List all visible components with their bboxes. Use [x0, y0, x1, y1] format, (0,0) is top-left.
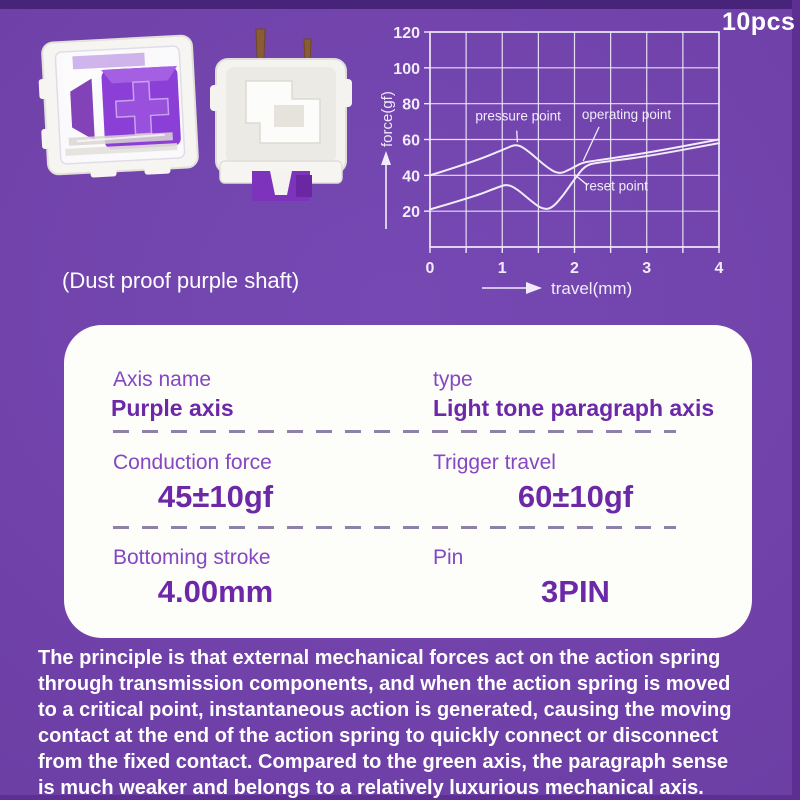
annotation-label: reset point	[584, 178, 648, 194]
x-axis-arrow-head	[526, 282, 542, 294]
description-line: contact at the end of the action spring to quickly connect or disconnect	[38, 725, 719, 747]
bottom-stem-shadow	[296, 175, 312, 197]
x-axis-label: travel(mm)	[551, 279, 633, 298]
y-axis-label: force(gf)	[379, 91, 396, 147]
description-line: through transmission components, and when the action spring is moved	[38, 673, 731, 695]
annotation-leader	[517, 131, 518, 143]
product-caption: (Dust proof purple shaft)	[62, 268, 300, 293]
base-inner-pocket	[274, 105, 304, 127]
housing-tab	[90, 167, 116, 177]
description-line: is much weaker and belongs to a relatively luxurious mechanical axis.	[38, 777, 704, 799]
y-axis-arrow-head	[381, 151, 391, 165]
y-tick-label: 40	[402, 168, 420, 186]
annotation-label: operating point	[581, 106, 672, 122]
spec-value-axis-name: Purple axis	[111, 395, 234, 421]
spec-label-axis-name: Axis name	[113, 368, 212, 391]
housing-tab	[210, 85, 222, 111]
spec-value-type: Light tone paragraph axis	[433, 395, 715, 421]
x-tick-label: 1	[497, 260, 507, 277]
spec-card	[64, 325, 752, 638]
y-tick-label: 60	[402, 132, 420, 150]
x-tick-label: 4	[714, 260, 724, 277]
spec-value-trigger-travel: 60±10gf	[517, 479, 634, 514]
spec-label-bottoming-stroke: Bottoming stroke	[113, 546, 271, 569]
spec-value-bottoming-stroke: 4.00mm	[157, 574, 274, 609]
y-tick-label: 80	[402, 96, 420, 114]
spec-label-conduction-force: Conduction force	[113, 451, 272, 474]
housing-tab	[144, 164, 170, 174]
spec-value-conduction-force: 45±10gf	[157, 479, 274, 514]
description-line: The principle is that external mechanical forces act on the action spring	[38, 647, 721, 669]
annotation-leader	[583, 127, 599, 161]
description-line: from the fixed contact. Compared to the green axis, the paragraph sense	[38, 751, 729, 773]
spec-label-pin: Pin	[433, 546, 464, 569]
description	[38, 645, 790, 800]
x-tick-label: 0	[425, 260, 435, 277]
y-tick-label: 100	[393, 60, 420, 78]
dashed-divider-1	[113, 430, 676, 433]
switch-bottom-view-image	[210, 29, 352, 201]
housing-tab	[340, 79, 352, 107]
housing-tab	[41, 129, 52, 149]
switch-photos-image	[30, 25, 360, 225]
description-line: to a critical point, instantaneous action is generated, causing the moving	[38, 699, 732, 721]
quantity-badge: 10pcs	[722, 8, 796, 36]
x-tick-label: 3	[642, 260, 652, 277]
switch-top-view-image	[37, 35, 199, 180]
housing-tab	[39, 79, 50, 99]
spec-label-type: type	[433, 368, 473, 391]
spec-label-trigger-travel: Trigger travel	[433, 451, 556, 474]
force-travel-chart	[370, 5, 800, 305]
y-tick-label: 20	[402, 204, 420, 222]
annotation-label: pressure point	[475, 108, 561, 124]
y-tick-label: 120	[393, 25, 420, 42]
dashed-divider-2	[113, 526, 676, 529]
x-tick-label: 2	[570, 260, 579, 277]
spec-value-pin: 3PIN	[541, 574, 610, 609]
